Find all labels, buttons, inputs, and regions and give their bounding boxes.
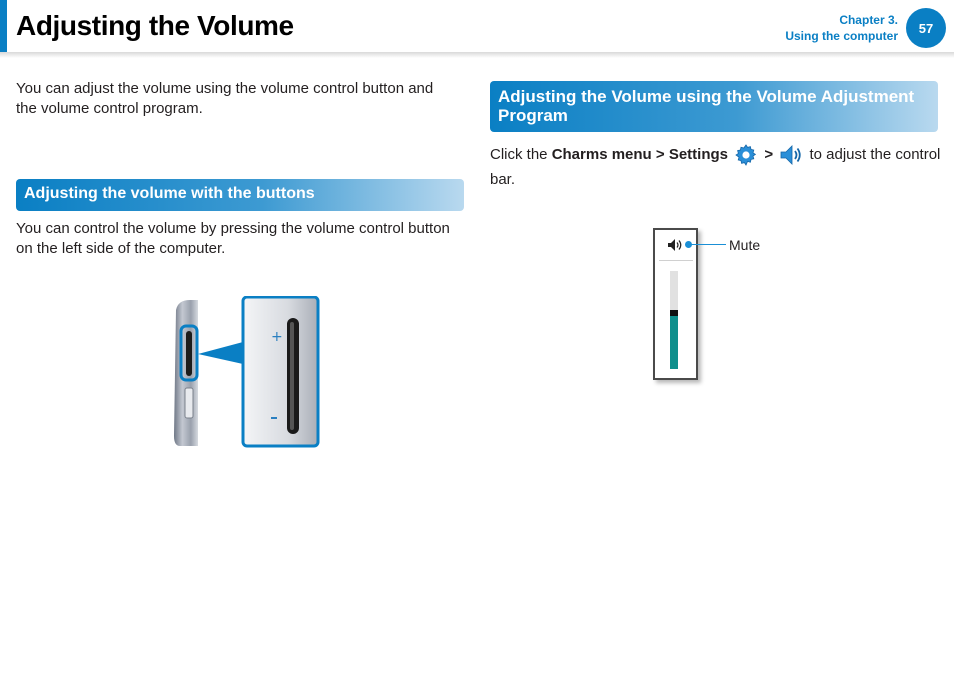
charms-instruction <box>490 143 942 167</box>
instruction-continuation: bar. <box>490 171 516 188</box>
title-accent-bar <box>0 0 7 52</box>
intro-paragraph: You can adjust the volume using the volume control button and the volume control program. <box>16 80 434 117</box>
page-title: Adjusting the Volume <box>16 10 294 41</box>
section-heading-program: Adjusting the Volume using the Volume Adjustment Program <box>490 81 938 132</box>
page-number-badge: 57 <box>906 8 946 48</box>
volume-button-illustration <box>170 296 320 448</box>
separator-2: > <box>760 146 778 163</box>
chapter-name: Using the computer <box>785 29 898 43</box>
buttons-paragraph: You can control the volume by pressing the volume control button on the left side of the computer. <box>16 220 450 257</box>
section-heading-buttons: Adjusting the volume with the buttons <box>16 179 464 211</box>
instruction-prefix: Click the <box>490 146 552 163</box>
settings-label: Settings <box>668 146 729 163</box>
panel-divider <box>659 260 693 261</box>
volume-slider-fill <box>670 315 678 369</box>
title-divider <box>0 52 954 58</box>
mute-speaker-icon[interactable] <box>667 238 683 252</box>
chapter-info <box>785 12 898 44</box>
volume-control-panel <box>653 228 698 380</box>
gear-icon <box>734 143 758 167</box>
mute-callout-label: Mute <box>729 237 761 253</box>
svg-text:+: + <box>271 329 283 345</box>
chapter-number: Chapter 3. <box>839 13 898 27</box>
instruction-suffix: to adjust the control <box>805 146 941 163</box>
separator-1: > <box>651 146 669 163</box>
volume-slider-thumb[interactable] <box>670 310 678 316</box>
charms-menu-label: Charms menu <box>551 146 652 163</box>
speaker-icon <box>779 143 803 167</box>
mute-callout-line <box>691 244 726 245</box>
